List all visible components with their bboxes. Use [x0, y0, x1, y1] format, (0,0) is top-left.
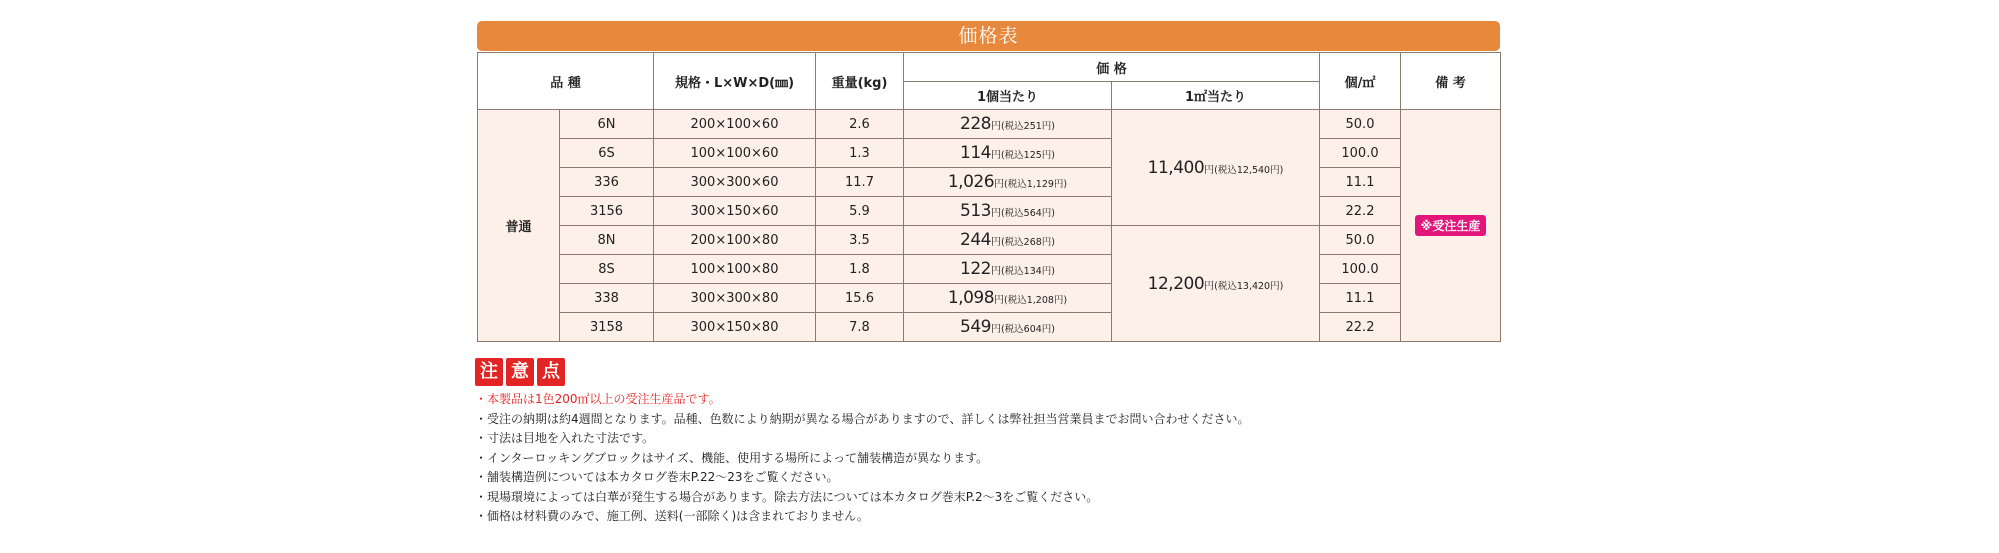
cell-count: 22.2 [1320, 197, 1401, 226]
price-table-title: 価格表 [477, 21, 1500, 51]
cell-spec: 100×100×60 [654, 139, 816, 168]
notes-heading-char: 点 [537, 358, 565, 386]
cell-price: 513円(税込564円) [904, 197, 1112, 226]
header-spec: 規格・L×W×D(㎜) [654, 53, 816, 110]
cell-count: 50.0 [1320, 226, 1401, 255]
cell-price: 1,026円(税込1,129円) [904, 168, 1112, 197]
cell-name: 336 [560, 168, 654, 197]
header-count: 個/㎡ [1320, 53, 1401, 110]
note-line: ・舗装構造例については本カタログ巻末P.22〜23をご覧ください。 [475, 470, 839, 484]
table-row [478, 168, 1501, 197]
table-row [478, 226, 1501, 255]
cell-count: 11.1 [1320, 168, 1401, 197]
cell-spec: 200×100×80 [654, 226, 816, 255]
cell-name: 6N [560, 110, 654, 139]
header-price: 価 格 [904, 53, 1320, 82]
table-row [478, 255, 1501, 284]
cell-weight: 3.5 [816, 226, 904, 255]
cell-count: 100.0 [1320, 255, 1401, 284]
note-line: ・インターロッキングブロックはサイズ、機能、使用する場所によって舗装構造が異なります。 [475, 450, 989, 465]
notes-heading-char: 注 [475, 358, 503, 386]
table-row [478, 139, 1501, 168]
cell-price: 244円(税込268円) [904, 226, 1112, 255]
cell-weight: 11.7 [816, 168, 904, 197]
cell-name: 3158 [560, 313, 654, 342]
note-line: ・価格は材料費のみで、施工例、送料(一部除く)は含まれておりません。 [475, 509, 869, 523]
cell-spec: 300×150×60 [654, 197, 816, 226]
cell-weight: 7.8 [816, 313, 904, 342]
cell-price: 228円(税込251円) [904, 110, 1112, 139]
cell-per-m2: 12,200円(税込13,420円) [1112, 226, 1320, 342]
table-row [478, 197, 1501, 226]
notes-heading [475, 358, 1249, 386]
cell-spec: 200×100×60 [654, 110, 816, 139]
cell-count: 22.2 [1320, 313, 1401, 342]
cell-spec: 300×300×80 [654, 284, 816, 313]
cell-remarks [1401, 110, 1501, 342]
header-per-piece: 1個当たり [904, 82, 1112, 110]
table-row [478, 284, 1501, 313]
made-to-order-badge: ※受注生産 [1415, 215, 1487, 236]
note-line: ・本製品は1色200㎡以上の受注生産品です。 [475, 392, 721, 406]
notes-section [475, 358, 1249, 527]
cell-spec: 100×100×80 [654, 255, 816, 284]
cell-spec: 300×300×60 [654, 168, 816, 197]
cell-count: 50.0 [1320, 110, 1401, 139]
cell-count: 11.1 [1320, 284, 1401, 313]
cell-price: 114円(税込125円) [904, 139, 1112, 168]
table-row [478, 313, 1501, 342]
cell-price: 1,098円(税込1,208円) [904, 284, 1112, 313]
cell-weight: 2.6 [816, 110, 904, 139]
header-per-m2: 1㎡当たり [1112, 82, 1320, 110]
cell-weight: 5.9 [816, 197, 904, 226]
cell-name: 8S [560, 255, 654, 284]
header-hinshu: 品 種 [478, 53, 654, 110]
header-remarks: 備 考 [1401, 53, 1501, 110]
cell-name: 8N [560, 226, 654, 255]
cell-name: 3156 [560, 197, 654, 226]
cell-per-m2: 11,400円(税込12,540円) [1112, 110, 1320, 226]
cell-spec: 300×150×80 [654, 313, 816, 342]
cell-weight: 1.8 [816, 255, 904, 284]
header-weight: 重量(kg) [816, 53, 904, 110]
cell-weight: 1.3 [816, 139, 904, 168]
group-label: 普通 [478, 110, 560, 342]
cell-name: 338 [560, 284, 654, 313]
cell-weight: 15.6 [816, 284, 904, 313]
cell-count: 100.0 [1320, 139, 1401, 168]
note-line: ・寸法は目地を入れた寸法です。 [475, 431, 655, 445]
note-line: ・現場環境によっては白華が発生する場合があります。除去方法については本カタログ巻末P.2〜3をご覧ください。 [475, 489, 1099, 504]
cell-price: 122円(税込134円) [904, 255, 1112, 284]
notes-heading-char: 意 [506, 358, 534, 386]
cell-price: 549円(税込604円) [904, 313, 1112, 342]
note-line: ・受注の納期は約4週間となります。品種、色数により納期が異なる場合がありますので、詳しくは弊社担当営業員までお問い合わせください。 [475, 411, 1250, 426]
cell-name: 6S [560, 139, 654, 168]
table-row [478, 110, 1501, 139]
price-table [477, 52, 1501, 342]
price-table-section [477, 21, 1500, 342]
